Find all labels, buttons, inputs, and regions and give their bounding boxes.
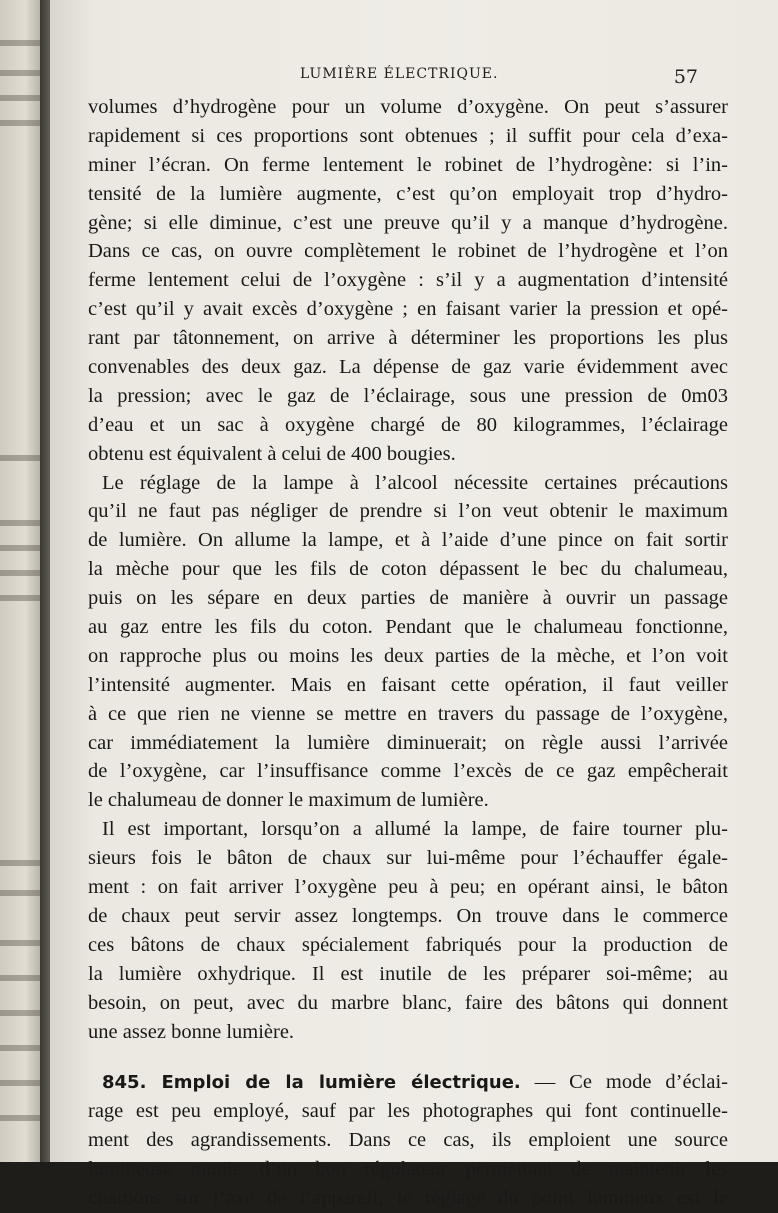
text-line: rage est peu employé, sauf par les photographes qui font continuelle- xyxy=(88,1100,728,1123)
text-line: on rapproche plus ou moins les deux parties de la mèche, et l’on voit xyxy=(88,644,728,667)
text-line: le chalumeau de donner le maximum de lumière. xyxy=(88,789,489,812)
text-line: car immédiatement la lumière diminuerait; on règle aussi l’arrivée xyxy=(88,731,728,754)
text-line: rant par tâtonnement, on arrive à déterminer les proportions les plus xyxy=(88,327,728,350)
section-heading: 845. Emploi de la lumière électrique. xyxy=(102,1072,521,1094)
section-845 xyxy=(88,1068,728,1212)
text-line: ces bâtons de chaux spécialement fabriqués pour la production de xyxy=(88,933,728,956)
text-line: au gaz entre les fils du coton. Pendant que le chalumeau fonctionne, xyxy=(88,616,728,639)
text-line: Dans ce cas, on ouvre complètement le robinet de l’hydrogène et l’on xyxy=(88,240,728,263)
text-line: qu’il ne faut pas négliger de prendre si l’on veut obtenir le maximum xyxy=(88,500,728,523)
book-page xyxy=(50,0,778,1209)
text-line: obtenu est équivalent à celui de 400 bougies. xyxy=(88,442,456,465)
text-line: de lumière. On allume la lampe, et à l’aide d’une pince on fait sortir xyxy=(88,529,728,552)
paragraph xyxy=(88,469,728,816)
running-head: LUMIÈRE ÉLECTRIQUE. xyxy=(300,66,499,82)
text-line: à ce que rien ne vienne se mettre en travers du passage de l’oxygène, xyxy=(88,702,728,725)
text-line: la lumière oxhydrique. Il est inutile de les préparer soi-même; au xyxy=(88,962,728,985)
body-text xyxy=(88,93,728,1213)
text-line: de chaux peut servir assez longtemps. On trouve dans le commerce xyxy=(88,904,728,927)
text-line: sieurs fois le bâton de chaux sur lui-même pour l’échauffer égale- xyxy=(88,847,728,870)
text-line: l’intensité augmenter. Mais en faisant cette opération, il faut veiller xyxy=(88,673,728,696)
text-line: volumes d’hydrogène pour un volume d’oxygène. On peut s’assurer xyxy=(88,96,728,118)
text-line: convenables des deux gaz. La dépense de gaz varie évidemment avec xyxy=(88,356,728,379)
text-line: charbons sur l’axe de l’appareil; le réglage du point lumineux est le xyxy=(88,1186,728,1209)
page-number: 57 xyxy=(673,66,698,88)
text-line: miner l’écran. On ferme lentement le robinet de l’hydrogène: si l’in- xyxy=(88,153,728,176)
text-line: ferme lentement celui de l’oxygène : s’il y a augmentation d’intensité xyxy=(88,269,728,292)
text-line: puis on les sépare en deux parties de manière à ouvrir un passage xyxy=(88,587,728,610)
text-line: gène; si elle diminue, c’est une preuve qu’il y a manque d’hydrogène. xyxy=(88,211,728,234)
text-line: la pression; avec le gaz de l’éclairage, sous une pression de 0m03 xyxy=(88,384,728,407)
text-line: une assez bonne lumière. xyxy=(88,1020,295,1043)
section-first-line xyxy=(88,1068,728,1097)
text-line: la mèche pour que les fils de coton dépassent le bec du chalumeau, xyxy=(88,558,728,581)
text-line: Le réglage de la lampe à l’alcool nécessite certaines précautions xyxy=(102,471,728,494)
paragraph xyxy=(88,93,728,469)
text-line: de l’oxygène, car l’insuffisance comme l’excès de ce gaz empêcherait xyxy=(88,760,728,783)
text-line: besoin, on peut, avec du marbre blanc, faire des bâtons qui donnent xyxy=(88,991,728,1014)
text-line: lumineuse munie d’un bon régulateur permettant de maintenir les xyxy=(88,1158,728,1181)
text-line: d’eau et un sac à oxygène chargé de 80 kilogrammes, l’éclairage xyxy=(88,413,728,436)
text-line: rapidement si ces proportions sont obtenues ; il suffit pour cela d’exa- xyxy=(88,124,728,147)
text-line: c’est qu’il y avait excès d’oxygène ; en faisant varier la pression et opé- xyxy=(88,298,728,321)
text-line: Il est important, lorsqu’on a allumé la lampe, de faire tourner plu- xyxy=(102,818,728,841)
paragraph xyxy=(88,815,728,1046)
text-line: ment des agrandissements. Dans ce cas, ils emploient une source xyxy=(88,1129,728,1152)
section-heading-continuation: — Ce mode d’éclai- xyxy=(520,1071,728,1094)
text-line: ment : on fait arriver l’oxygène peu à peu; en opérant ainsi, le bâton xyxy=(88,876,728,899)
text-line: tensité de la lumière augmente, c’est qu’on employait trop d’hydro- xyxy=(88,182,728,205)
section-spacer xyxy=(88,1046,728,1068)
